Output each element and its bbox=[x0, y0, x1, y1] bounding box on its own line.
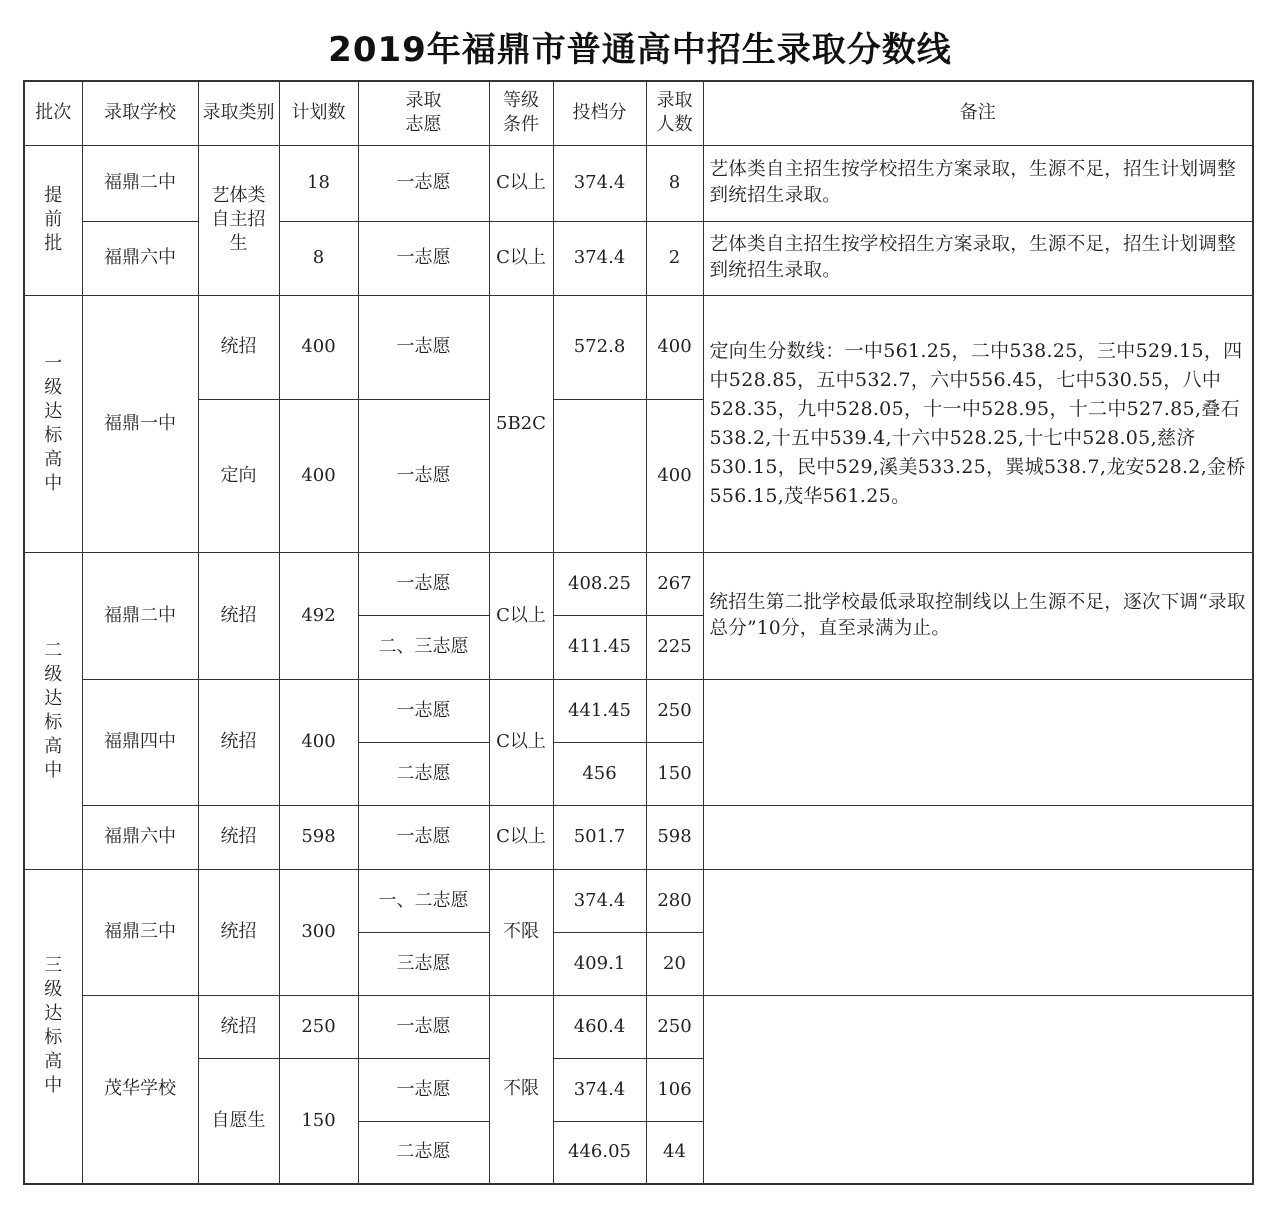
school-cell: 福鼎一中 bbox=[82, 295, 198, 552]
grade-cell: C以上 bbox=[489, 145, 553, 221]
batch-cell: 二级达标高中 bbox=[24, 552, 82, 869]
score-cell: 411.45 bbox=[553, 615, 646, 679]
header-grade: 等级条件 bbox=[489, 81, 553, 145]
wish-cell: 一志愿 bbox=[358, 145, 489, 221]
grade-cell: C以上 bbox=[489, 221, 553, 295]
category-cell: 统招 bbox=[198, 552, 279, 679]
wish-cell: 三志愿 bbox=[358, 932, 489, 995]
score-cell: 441.45 bbox=[553, 679, 646, 742]
plan-cell: 8 bbox=[279, 221, 358, 295]
admitted-cell: 2 bbox=[646, 221, 703, 295]
admitted-cell: 225 bbox=[646, 615, 703, 679]
wish-cell: 一、二志愿 bbox=[358, 869, 489, 932]
admitted-cell: 400 bbox=[646, 399, 703, 552]
category-cell: 艺体类自主招生 bbox=[198, 145, 279, 295]
wish-cell: 一志愿 bbox=[358, 995, 489, 1058]
score-cell: 456 bbox=[553, 742, 646, 805]
page-title: 2019年福鼎市普通高中招生录取分数线 bbox=[328, 30, 952, 70]
score-cell: 572.8 bbox=[553, 295, 646, 399]
wish-cell: 一志愿 bbox=[358, 295, 489, 399]
wish-cell: 一志愿 bbox=[358, 805, 489, 869]
score-cell: 408.25 bbox=[553, 552, 646, 615]
category-cell: 统招 bbox=[198, 869, 279, 995]
admitted-cell: 20 bbox=[646, 932, 703, 995]
wish-cell: 二志愿 bbox=[358, 1121, 489, 1184]
note-cell: 艺体类自主招生按学校招生方案录取，生源不足，招生计划调整到统招生录取。 bbox=[703, 221, 1253, 295]
note-cell bbox=[703, 679, 1253, 805]
score-cell: 446.05 bbox=[553, 1121, 646, 1184]
admitted-cell: 598 bbox=[646, 805, 703, 869]
grade-cell: 不限 bbox=[489, 869, 553, 995]
admitted-cell: 150 bbox=[646, 742, 703, 805]
score-cell: 409.1 bbox=[553, 932, 646, 995]
score-cell: 374.4 bbox=[553, 869, 646, 932]
grade-cell: C以上 bbox=[489, 805, 553, 869]
wish-cell: 一志愿 bbox=[358, 399, 489, 552]
grade-cell: C以上 bbox=[489, 679, 553, 805]
note-cell bbox=[703, 805, 1253, 869]
header-school: 录取学校 bbox=[82, 81, 198, 145]
header-plan: 计划数 bbox=[279, 81, 358, 145]
admitted-cell: 106 bbox=[646, 1058, 703, 1121]
admitted-cell: 280 bbox=[646, 869, 703, 932]
batch-cell: 一级达标高中 bbox=[24, 295, 82, 552]
note-cell bbox=[703, 995, 1253, 1184]
school-cell: 茂华学校 bbox=[82, 995, 198, 1184]
plan-cell: 250 bbox=[279, 995, 358, 1058]
batch-cell: 三级达标高中 bbox=[24, 869, 82, 1184]
category-cell: 统招 bbox=[198, 679, 279, 805]
wish-cell: 一志愿 bbox=[358, 552, 489, 615]
header-score: 投档分 bbox=[553, 81, 646, 145]
score-cell bbox=[553, 399, 646, 552]
admitted-cell: 44 bbox=[646, 1121, 703, 1184]
category-cell: 自愿生 bbox=[198, 1058, 279, 1184]
school-cell: 福鼎二中 bbox=[82, 145, 198, 221]
admitted-cell: 400 bbox=[646, 295, 703, 399]
score-cell: 460.4 bbox=[553, 995, 646, 1058]
category-cell: 统招 bbox=[198, 995, 279, 1058]
plan-cell: 598 bbox=[279, 805, 358, 869]
school-cell: 福鼎二中 bbox=[82, 552, 198, 679]
score-cell: 374.4 bbox=[553, 145, 646, 221]
plan-cell: 150 bbox=[279, 1058, 358, 1184]
category-cell: 定向 bbox=[198, 399, 279, 552]
school-cell: 福鼎三中 bbox=[82, 869, 198, 995]
header-note: 备注 bbox=[703, 81, 1253, 145]
plan-cell: 18 bbox=[279, 145, 358, 221]
category-cell: 统招 bbox=[198, 805, 279, 869]
wish-cell: 二、三志愿 bbox=[358, 615, 489, 679]
header-row bbox=[24, 81, 1253, 145]
score-cell: 501.7 bbox=[553, 805, 646, 869]
table-row bbox=[24, 995, 1253, 1058]
note-cell: 艺体类自主招生按学校招生方案录取，生源不足，招生计划调整到统招生录取。 bbox=[703, 145, 1253, 221]
plan-cell: 492 bbox=[279, 552, 358, 679]
wish-cell: 一志愿 bbox=[358, 221, 489, 295]
admission-table bbox=[23, 80, 1254, 1185]
table-row bbox=[24, 869, 1253, 932]
batch-cell: 提前批 bbox=[24, 145, 82, 295]
table-row bbox=[24, 805, 1253, 869]
plan-cell: 300 bbox=[279, 869, 358, 995]
category-cell: 统招 bbox=[198, 295, 279, 399]
score-cell: 374.4 bbox=[553, 221, 646, 295]
school-cell: 福鼎六中 bbox=[82, 805, 198, 869]
header-category: 录取类别 bbox=[198, 81, 279, 145]
admitted-cell: 250 bbox=[646, 995, 703, 1058]
header-batch: 批次 bbox=[24, 81, 82, 145]
header-admitted: 录取人数 bbox=[646, 81, 703, 145]
table-row bbox=[24, 552, 1253, 615]
wish-cell: 一志愿 bbox=[358, 679, 489, 742]
note-cell: 统招生第二批学校最低录取控制线以上生源不足，逐次下调“录取总分”10分，直至录满为止。 bbox=[703, 552, 1253, 679]
wish-cell: 二志愿 bbox=[358, 742, 489, 805]
grade-cell: 不限 bbox=[489, 995, 553, 1184]
score-cell: 374.4 bbox=[553, 1058, 646, 1121]
school-cell: 福鼎四中 bbox=[82, 679, 198, 805]
plan-cell: 400 bbox=[279, 679, 358, 805]
admitted-cell: 8 bbox=[646, 145, 703, 221]
table-row bbox=[24, 679, 1253, 742]
wish-cell: 一志愿 bbox=[358, 1058, 489, 1121]
note-cell bbox=[703, 869, 1253, 995]
admitted-cell: 250 bbox=[646, 679, 703, 742]
plan-cell: 400 bbox=[279, 295, 358, 399]
plan-cell: 400 bbox=[279, 399, 358, 552]
school-cell: 福鼎六中 bbox=[82, 221, 198, 295]
header-wish: 录取志愿 bbox=[358, 81, 489, 145]
table-row bbox=[24, 145, 1253, 221]
note-cell: 定向生分数线：一中561.25，二中538.25，三中529.15，四中528.85，五中532.7，六中556.45，七中530.55，八中528.35，九中528.05，十一中528.95，十二中527.85,叠石538.2,十五中539.4,十六中528.25,十七中528.05,慈济530.15，民中529,溪美533.25，巽城538.7,龙安528.2,金桥556.15,茂华561.25。 bbox=[703, 295, 1253, 552]
grade-cell: 5B2C bbox=[489, 295, 553, 552]
grade-cell: C以上 bbox=[489, 552, 553, 679]
table-row bbox=[24, 295, 1253, 399]
admitted-cell: 267 bbox=[646, 552, 703, 615]
